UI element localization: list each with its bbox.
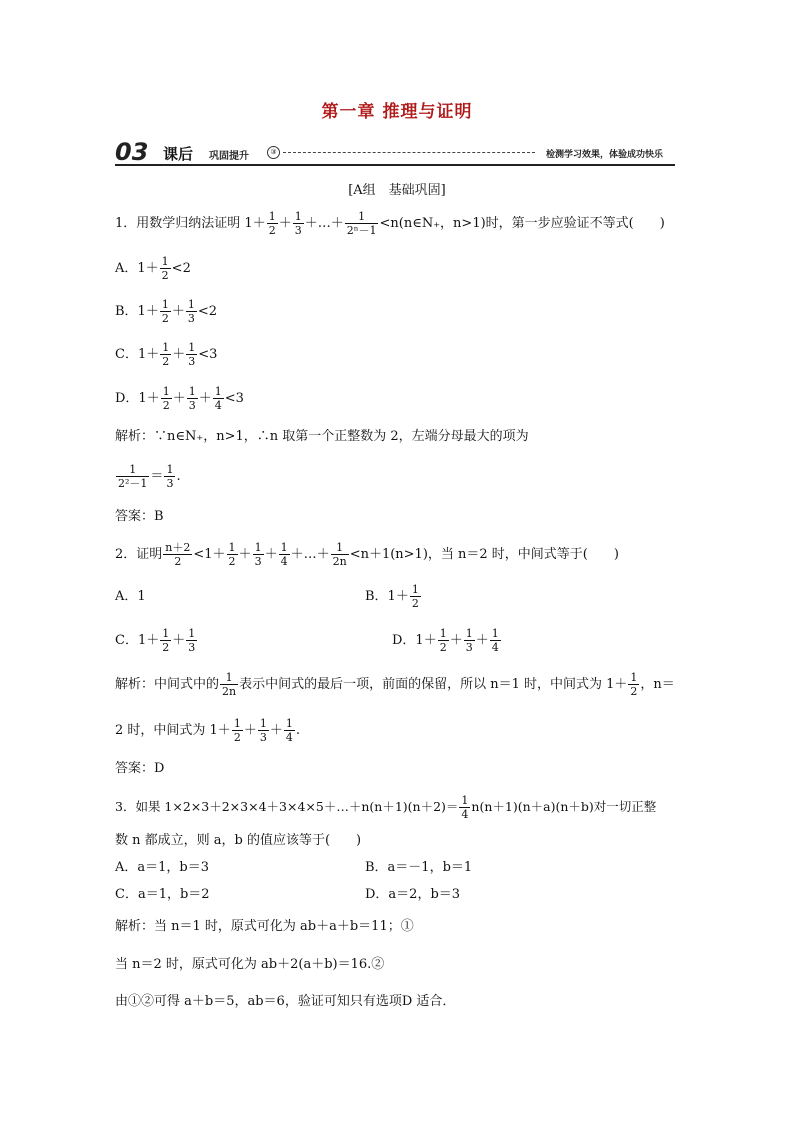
q3-option-b: B．a＝－1，b＝1 bbox=[365, 860, 473, 875]
banner-sub: 巩固提升 bbox=[209, 151, 249, 162]
q3-analysis-2: 当 n＝2 时，原式可化为 ab＋2(a＋b)＝16.② bbox=[115, 957, 385, 972]
q1-option-a: A．1＋ $\frac{1}{2}$ <2 bbox=[115, 255, 191, 282]
banner-dash bbox=[283, 152, 535, 153]
q2-option-d: D．1＋ $\frac{1}{2}$ ＋ $\frac{1}{3}$ ＋ $\frac{1}{4}$ bbox=[392, 627, 499, 654]
q3-analysis-3: 由①②可得 a＋b＝5，ab＝6，验证可知只有选项D 适合． bbox=[115, 994, 456, 1009]
q2-option-a: A．1 bbox=[115, 589, 146, 604]
banner-tagline: 检测学习效果，体验成功快乐 bbox=[545, 150, 663, 160]
q3-option-a: A．a＝1，b＝3 bbox=[115, 860, 210, 875]
q1-option-b: B．1＋ $\frac{1}{2}$ ＋ $\frac{1}{3}$ <2 bbox=[115, 298, 218, 325]
q2-analysis-2: 2 时，中间式为 1＋ $\frac{1}{2}$ ＋ $\frac{1}{3}$ ＋ $\frac{1}{4}$ . bbox=[115, 717, 300, 744]
q2-option-b: B．1＋ $\frac{1}{2}$ bbox=[365, 583, 419, 610]
banner-circle-icon: ③ bbox=[267, 146, 280, 159]
banner-rule bbox=[115, 164, 675, 166]
q3-option-d: D．a＝2，b＝3 bbox=[365, 887, 461, 902]
q1-answer: 答案：B bbox=[115, 509, 164, 524]
q1-prefix: 1．用数学归纳法证明 1＋ bbox=[115, 216, 266, 231]
chapter-title: 第一章 推理与证明 bbox=[321, 102, 473, 122]
section-banner bbox=[115, 138, 675, 166]
banner-number: 03 bbox=[115, 138, 149, 166]
q3-stem-2: 数 n 都成立，则 a，b 的值应该等于( ) bbox=[115, 833, 362, 848]
q3-option-c: C．a＝1，b＝2 bbox=[115, 887, 210, 902]
q1-analysis-formula: $\frac{1}{\text{2²－1}}$ ＝ $\frac{1}{3}$ . bbox=[118, 463, 181, 490]
q1-option-c: C．1＋ $\frac{1}{2}$ ＋ $\frac{1}{3}$ <3 bbox=[115, 341, 218, 368]
q1-analysis: 解析：∵n∈N₊，n>1，∴n 取第一个正整数为 2，左端分母最大的项为 bbox=[115, 429, 529, 444]
q3-stem-1: 3．如果 1×2×3＋2×3×4＋3×4×5＋…＋n(n＋1)(n＋2)＝ $\frac{1}{4}$ n(n＋1)(n＋a)(n＋b)对一切正整 bbox=[115, 794, 657, 821]
q1-option-d: D．1＋ $\frac{1}{2}$ ＋ $\frac{1}{3}$ ＋ $\frac{1}{4}$ <3 bbox=[115, 385, 244, 412]
q2-option-c: C．1＋ $\frac{1}{2}$ ＋ $\frac{1}{3}$ bbox=[115, 627, 196, 654]
fraction: $\frac{1}{2}$ bbox=[268, 210, 276, 237]
q2-analysis-1: 解析：中间式中的 $\frac{1}{2n}$ 表示中间式的最后一项，前面的保留，所以 n＝1 时，中间式为 1＋ $\frac{1}{2}$ ，n＝ bbox=[115, 671, 675, 698]
fraction: $\frac{1}{3}$ bbox=[294, 210, 302, 237]
q1-stem: 1．用数学归纳法证明 1＋ $\frac{1}{2}$ ＋ $\frac{1}{3}$ ＋…＋ $\frac{1}{\text{2ⁿ－1}}$ <n(n∈N₊，n>1)时，第一步应验证不等式( ) bbox=[115, 210, 665, 237]
q2-answer: 答案：D bbox=[115, 761, 165, 776]
fraction: $\frac{1}{\text{2ⁿ－1}}$ bbox=[346, 210, 377, 237]
banner-label: 课后 bbox=[163, 145, 194, 163]
q2-stem: 2．证明 $\frac{n+2}{2}$ <1＋ $\frac{1}{2}$ ＋ $\frac{1}{3}$ ＋ $\frac{1}{4}$ ＋…＋ $\frac{1}{2n}$ <n＋1(n>1)，当 n＝2 时，中间式等于( ) bbox=[115, 541, 619, 568]
q3-analysis-1: 解析：当 n＝1 时，原式可化为 ab＋a＋b＝11；① bbox=[115, 919, 414, 934]
group-title: [A组 基础巩固] bbox=[348, 183, 446, 198]
